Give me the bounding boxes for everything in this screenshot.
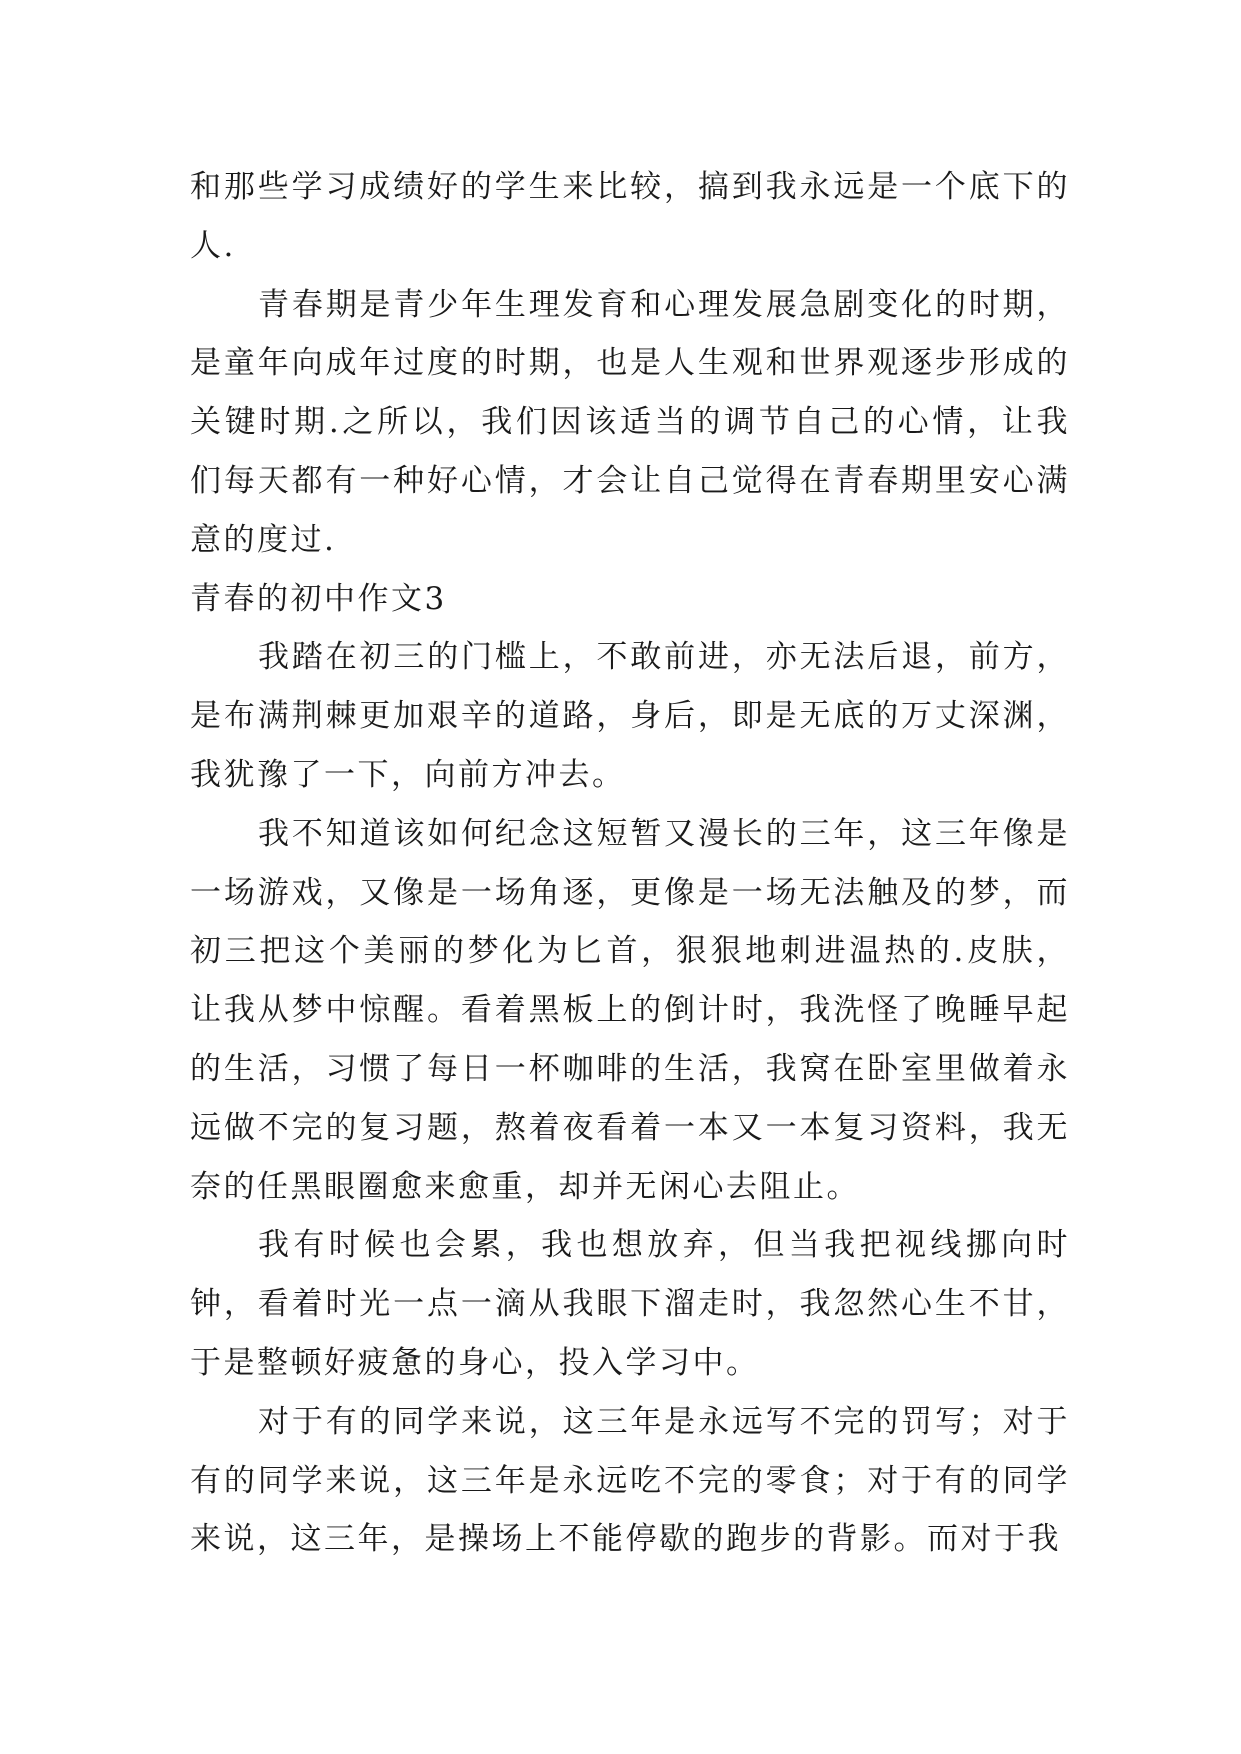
paragraph: 和那些学习成绩好的学生来比较，搞到我永远是一个底下的人. — [190, 169, 1070, 264]
paragraph: 我不知道该如何纪念这短暂又漫长的三年，这三年像是一场游戏，又像是一场角逐，更像是一场无法触及的梦，而初三把这个美丽的梦化为匕首，狠狠地刺进温热的.皮肤，让我从梦中惊醒。看着黑板上的倒计时，我洗怪了晚睡早起的生活，习惯了每日一杯咖啡的生活，我窝在卧室里做着永远做不完的复习题，熬着夜看着一本又一本复习资料，我无奈的任黑眼圈愈来愈重，却并无闲心去阻止。 — [190, 815, 1070, 1205]
paragraph: 我有时候也会累，我也想放弃，但当我把视线挪向时钟，看着时光一点一滴从我眼下溜走时，我忽然心生不甘，于是整顿好疲惫的身心，投入学习中。 — [190, 1227, 1070, 1381]
paragraph: 对于有的同学来说，这三年是永远写不完的罚写；对于有的同学来说，这三年是永远吃不完的零食；对于有的同学来说，这三年，是操场上不能停歇的跑步的背影。而对于我 — [190, 1403, 1070, 1558]
document-body — [190, 158, 1070, 1569]
paragraph: 青春期是青少年生理发育和心理发展急剧变化的时期，是童年向成年过度的时期，也是人生观和世界观逐步形成的关键时期.之所以，我们因该适当的调节自己的心情，让我们每天都有一种好心情，才会让自己觉得在青春期里安心满意的度过. — [190, 286, 1070, 558]
paragraph: 我踏在初三的门槛上，不敢前进，亦无法后退，前方，是布满荆棘更加艰辛的道路，身后，即是无底的万丈深渊，我犹豫了一下，向前方冲去。 — [190, 639, 1070, 793]
section-heading: 青春的初中作文3 — [190, 580, 447, 617]
